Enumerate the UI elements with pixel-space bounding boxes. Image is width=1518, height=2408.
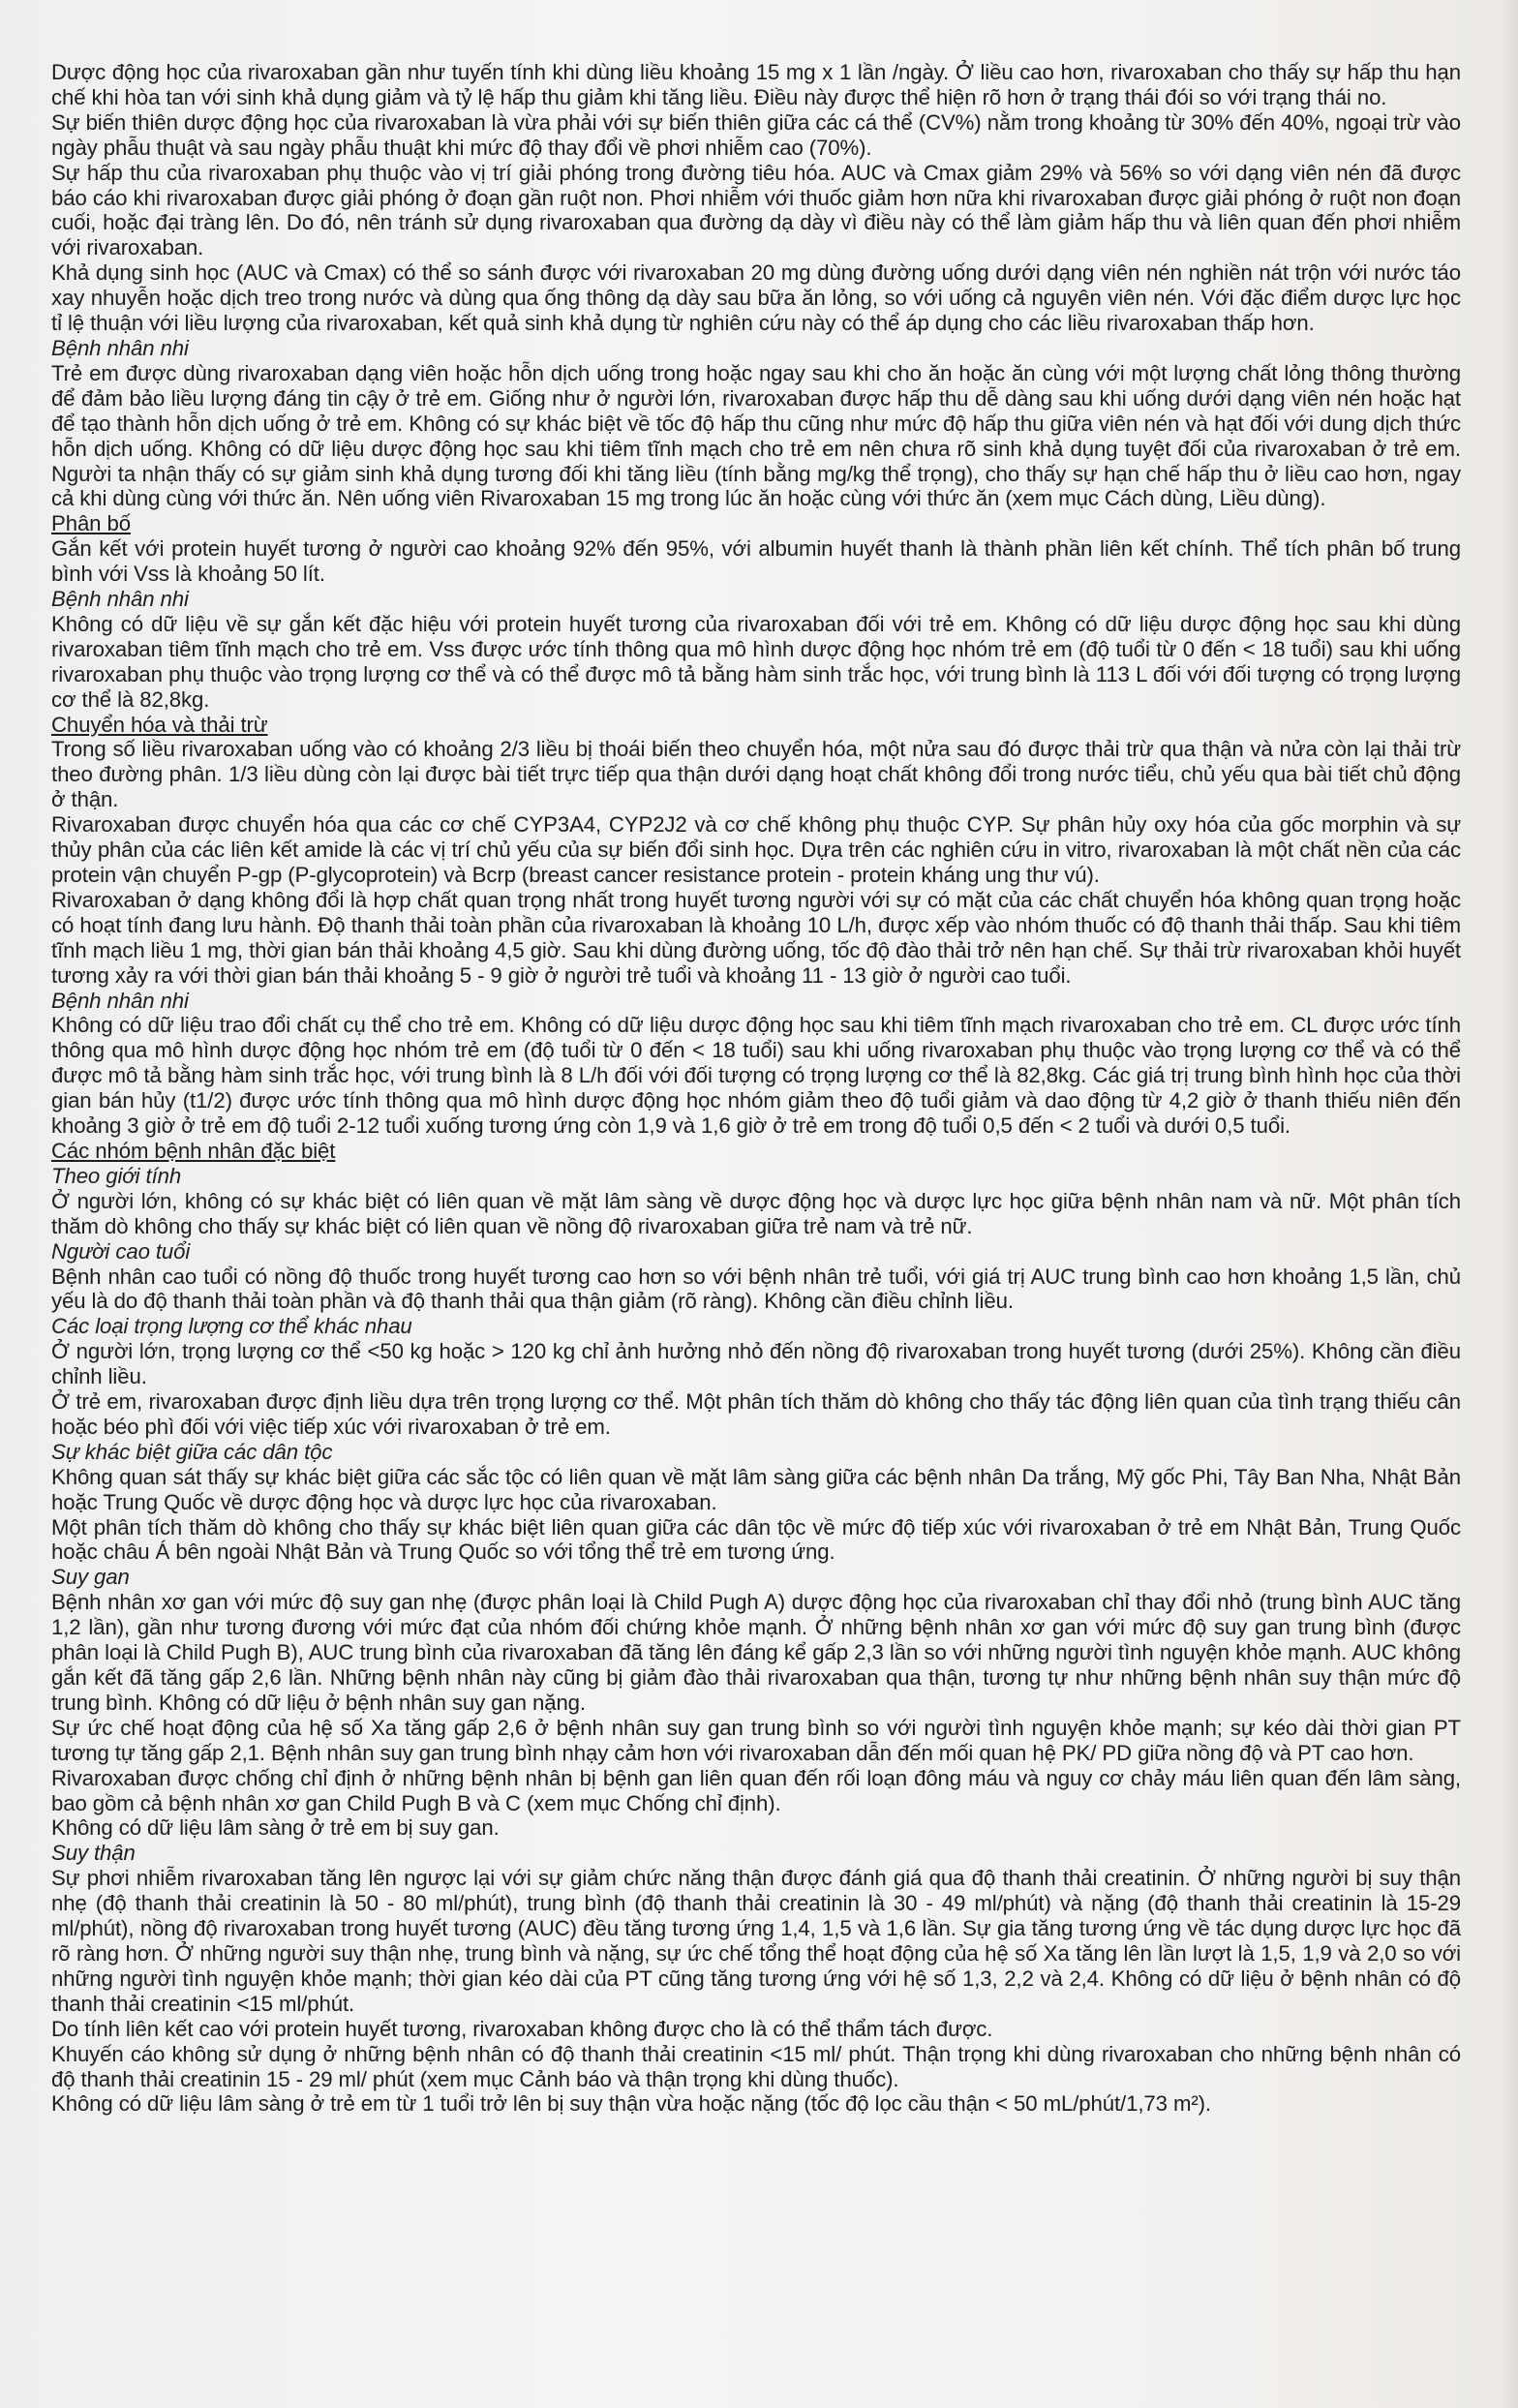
body-paragraph: Không có dữ liệu trao đổi chất cụ thể cho trẻ em. Không có dữ liệu dược động học sau khi tiêm tĩnh mạch rivaroxaban cho trẻ em. CL được ước tính thông qua mô hình dược động học nhóm trẻ em (độ tuổi từ 0 đến < 18 tuổi) sau khi uống rivaroxaban phụ thuộc vào trọng lượng cơ thể và có thể được mô tả bằng hàm sinh trắc học, với trung bình là 8 L/h đối với đối tượng có trọng lượng cơ thể là 82,8kg. Các giá trị trung bình hình học của thời gian bán hủy (t1/2) được ước tính thông qua mô hình dược động học nhóm giảm theo độ tuổi giảm và dao động từ 4,2 giờ ở thanh thiếu niên đến khoảng 3 giờ ở trẻ em độ tuổi 2-12 tuổi xuống tương ứng còn 1,9 và 1,6 giờ ở trẻ em trong độ tuổi 0,5 đến < 2 tuổi và dưới 0,5 tuổi.: [51, 1013, 1461, 1139]
body-paragraph: Ở người lớn, trọng lượng cơ thể <50 kg hoặc > 120 kg chỉ ảnh hưởng nhỏ đến nồng độ rivaroxaban trong huyết tương (dưới 25%). Không cần điều chỉnh liều.: [51, 1339, 1461, 1389]
section-subheading: Theo giới tính: [51, 1163, 182, 1188]
body-paragraph: Rivaroxaban được chuyển hóa qua các cơ chế CYP3A4, CYP2J2 và cơ chế không phụ thuộc CYP. Sự phân hủy oxy hóa của gốc morphin và sự thủy phân của các liên kết amide là các vị trí chủ yếu của sự biến đổi sinh học. Dựa trên các nghiên cứu in vitro, rivaroxaban là một chất nền của các protein vận chuyển P-gp (P-glycoprotein) và Bcrp (breast cancer resistance protein - protein kháng ung thư vú).: [51, 812, 1461, 887]
body-paragraph: Trong số liều rivaroxaban uống vào có khoảng 2/3 liều bị thoái biến theo chuyển hóa, một nửa sau đó được thải trừ qua thận và nửa còn lại thải trừ theo đường phân. 1/3 liều dùng còn lại được bài tiết trực tiếp qua thận dưới dạng hoạt chất không đổi trong nước tiểu, chủ yếu qua bài tiết chủ động ở thận.: [51, 737, 1461, 812]
section-heading: Phân bố: [51, 511, 131, 536]
body-paragraph: Khuyến cáo không sử dụng ở những bệnh nhân có độ thanh thải creatinin <15 ml/ phút. Thận trọng khi dùng rivaroxaban cho những bệnh nhân có độ thanh thải creatinin 15 - 29 ml/ phút (xem mục Cảnh báo và thận trọng khi dùng thuốc).: [51, 2041, 1461, 2091]
body-paragraph: Không quan sát thấy sự khác biệt giữa các sắc tộc có liên quan về mặt lâm sàng giữa các bệnh nhân Da trắng, Mỹ gốc Phi, Tây Ban Nha, Nhật Bản hoặc Trung Quốc về dược động học và dược lực học của rivaroxaban.: [51, 1464, 1461, 1514]
document-body: [51, 60, 1461, 2117]
section-heading: Các nhóm bệnh nhân đặc biệt: [51, 1138, 336, 1163]
section-subheading: Các loại trọng lượng cơ thể khác nhau: [51, 1314, 412, 1339]
body-paragraph: Bệnh nhân xơ gan với mức độ suy gan nhẹ (được phân loại là Child Pugh A) dược động học của rivaroxaban chỉ thay đổi nhỏ (trung bình AUC tăng 1,2 lần), gần như tương đương với mức đạt của nhóm đối chứng khỏe mạnh. Ở những bệnh nhân xơ gan với mức độ suy gan trung bình (được phân loại là Child Pugh B), AUC trung bình của rivaroxaban đã tăng lên đáng kể gấp 2,3 lần so với những người tình nguyện khỏe mạnh. AUC không gắn kết đã tăng gấp 2,6 lần. Những bệnh nhân này cũng bị giảm đào thải rivaroxaban qua thận, tương tự như những bệnh nhân suy thận mức độ trung bình. Không có dữ liệu ở bệnh nhân suy gan nặng.: [51, 1590, 1461, 1715]
body-paragraph: Sự hấp thu của rivaroxaban phụ thuộc vào vị trí giải phóng trong đường tiêu hóa. AUC và Cmax giảm 29% và 56% so với dạng viên nén đã được báo cáo khi rivaroxaban được giải phóng ở đoạn gần ruột non. Phơi nhiễm với thuốc giảm hơn nữa khi rivaroxaban được giải phóng ở ruột non đoạn cuối, hoặc đại tràng lên. Do đó, nên tránh sử dụng rivaroxaban qua đường dạ dày vì điều này có thể làm giảm hấp thu và liên quan đến phơi nhiễm với rivaroxaban.: [51, 160, 1461, 260]
section-subheading: Bệnh nhân nhi: [51, 587, 189, 612]
body-paragraph: Ở người lớn, không có sự khác biệt có liên quan về mặt lâm sàng về dược động học và dược lực học giữa bệnh nhân nam và nữ. Một phân tích thăm dò không cho thấy sự khác biệt có liên quan về nồng độ rivaroxaban giữa trẻ nam và trẻ nữ.: [51, 1188, 1461, 1238]
body-paragraph: Sự ức chế hoạt động của hệ số Xa tăng gấp 2,6 ở bệnh nhân suy gan trung bình so với người tình nguyện khỏe mạnh; sự kéo dài thời gian PT tương tự tăng gấp 2,1. Bệnh nhân suy gan trung bình nhạy cảm hơn với rivaroxaban dẫn đến mối quan hệ PK/ PD giữa nồng độ và PT cao hơn.: [51, 1715, 1461, 1765]
body-paragraph: Trẻ em được dùng rivaroxaban dạng viên hoặc hỗn dịch uống trong hoặc ngay sau khi cho ăn hoặc ăn cùng với một lượng chất lỏng thông thường để đảm bảo liều lượng đáng tin cậy ở trẻ em. Giống như ở người lớn, rivaroxaban được hấp thu dễ dàng sau khi uống dưới dạng viên nén hoặc hạt để tạo thành hỗn dịch uống ở trẻ em. Không có sự khác biệt về tốc độ hấp thu cũng như mức độ hấp thu giữa viên nén và hạt đối với dung dịch thức hỗn dịch uống. Không có dữ liệu dược động học sau khi tiêm tĩnh mạch cho trẻ em nên chưa rõ sinh khả dụng tuyệt đối của rivaroxaban ở trẻ em. Người ta nhận thấy có sự giảm sinh khả dụng tương đối khi tăng liều (tính bằng mg/kg thể trọng), cho thấy sự hạn chế hấp thu ở liều cao hơn, ngay cả khi dùng cùng với thức ăn. Nên uống viên Rivaroxaban 15 mg trong lúc ăn hoặc cùng với thức ăn (xem mục Cách dùng, Liều dùng).: [51, 360, 1461, 511]
page-fold-shadow: [1501, 0, 1518, 2408]
body-paragraph: Bệnh nhân cao tuổi có nồng độ thuốc trong huyết tương cao hơn so với bệnh nhân trẻ tuổi, với giá trị AUC trung bình cao hơn khoảng 1,5 lần, chủ yếu là do độ thanh thải toàn phần và độ thanh thải qua thận giảm (rõ ràng). Không cần điều chỉnh liều.: [51, 1264, 1461, 1314]
body-paragraph: Một phân tích thăm dò không cho thấy sự khác biệt liên quan giữa các dân tộc về mức độ tiếp xúc với rivaroxaban ở trẻ em Nhật Bản, Trung Quốc hoặc châu Á bên ngoài Nhật Bản và Trung Quốc so với tổng thể trẻ em tương ứng.: [51, 1514, 1461, 1565]
section-subheading: Bệnh nhân nhi: [51, 988, 189, 1013]
body-paragraph: Không có dữ liệu về sự gắn kết đặc hiệu với protein huyết tương của rivaroxaban đối với trẻ em. Không có dữ liệu dược động học sau khi dùng rivaroxaban tiêm tĩnh mạch cho trẻ em. Vss được ước tính thông qua mô hình dược động học nhóm trẻ em (độ tuổi từ 0 đến < 18 tuổi) sau khi uống rivaroxaban phụ thuộc vào trọng lượng cơ thể và có thể được mô tả bằng hàm sinh trắc học, với trung bình là 113 L đối với đối tượng có trọng lượng cơ thể là 82,8kg.: [51, 611, 1461, 712]
body-paragraph: Không có dữ liệu lâm sàng ở trẻ em từ 1 tuổi trở lên bị suy thận vừa hoặc nặng (tốc độ lọc cầu thận < 50 mL/phút/1,73 m²).: [51, 2091, 1211, 2117]
section-heading: Chuyển hóa và thải trừ: [51, 712, 268, 737]
section-subheading: Người cao tuổi: [51, 1238, 191, 1264]
body-paragraph: Ở trẻ em, rivaroxaban được định liều dựa trên trọng lượng cơ thể. Một phân tích thăm dò không cho thấy tác động liên quan của tình trạng thiếu cân hoặc béo phì đối với việc tiếp xúc với rivaroxaban ở trẻ em.: [51, 1389, 1461, 1439]
body-paragraph: Rivaroxaban được chống chỉ định ở những bệnh nhân bị bệnh gan liên quan đến rối loạn đông máu và nguy cơ chảy máu liên quan đến lâm sàng, bao gồm cả bệnh nhân xơ gan Child Pugh B và C (xem mục Chống chỉ định).: [51, 1765, 1461, 1815]
section-subheading: Sự khác biệt giữa các dân tộc: [51, 1439, 333, 1464]
body-paragraph: Sự phơi nhiễm rivaroxaban tăng lên ngược lại với sự giảm chức năng thận được đánh giá qua độ thanh thải creatinin. Ở những người bị suy thận nhẹ (độ thanh thải creatinin là 50 - 80 ml/phút), trung bình (độ thanh thải creatinin là 30 - 49 ml/phút) và nặng (độ thanh thải creatinin là 15-29 ml/phút), nồng độ rivaroxaban trong huyết tương (AUC) đều tăng tương ứng 1,4, 1,5 và 1,6 lần. Sự gia tăng tương ứng về tác dụng dược lực học đã rõ ràng hơn. Ở những người suy thận nhẹ, trung bình và nặng, sự ức chế tổng thể hoạt động của hệ số Xa tăng lên lần lượt là 1,5, 1,9 và 2,0 so với những người tình nguyện khỏe mạnh; thời gian kéo dài của PT cũng tăng tương ứng với hệ số 1,3, 2,2 và 2,4. Không có dữ liệu ở bệnh nhân có độ thanh thải creatinin <15 ml/phút.: [51, 1866, 1461, 2016]
body-paragraph: Khả dụng sinh học (AUC và Cmax) có thể so sánh được với rivaroxaban 20 mg dùng đường uống dưới dạng viên nén nghiền nát trộn với nước táo xay nhuyễn hoặc dịch treo trong nước và dùng qua ống thông dạ dày sau bữa ăn lỏng, so với uống cả nguyên viên nén. Với đặc điểm dược lực học tỉ lệ thuận với liều lượng của rivaroxaban, kết quả sinh khả dụng từ nghiên cứu này có thể áp dụng cho các liều rivaroxaban thấp hơn.: [51, 260, 1461, 336]
section-subheading: Suy thận: [51, 1841, 136, 1866]
body-paragraph: Dược động học của rivaroxaban gần như tuyến tính khi dùng liều khoảng 15 mg x 1 lần /ngày. Ở liều cao hơn, rivaroxaban cho thấy sự hấp thu hạn chế khi hòa tan với sinh khả dụng giảm và tỷ lệ hấp thu giảm khi tăng liều. Điều này được thể hiện rõ hơn ở trạng thái đói so với trạng thái no.: [51, 60, 1461, 109]
body-paragraph: Không có dữ liệu lâm sàng ở trẻ em bị suy gan.: [51, 1815, 500, 1841]
body-paragraph: Rivaroxaban ở dạng không đổi là hợp chất quan trọng nhất trong huyết tương người với sự có mặt của các chất chuyển hóa không quan trọng hoặc có hoạt tính đang lưu hành. Độ thanh thải toàn phần của rivaroxaban là khoảng 10 L/h, được xếp vào nhóm thuốc có độ thanh thải thấp. Sau khi tiêm tĩnh mạch liều 1 mg, thời gian bán thải khoảng 4,5 giờ. Sau khi dùng đường uống, tốc độ đào thải trở nên hạn chế. Sự thải trừ rivaroxaban khỏi huyết tương xảy ra với thời gian bán thải khoảng 5 - 9 giờ ở người trẻ tuổi và khoảng 11 - 13 giờ ở người cao tuổi.: [51, 887, 1461, 988]
section-subheading: Suy gan: [51, 1565, 130, 1590]
body-paragraph: Gắn kết với protein huyết tương ở người cao khoảng 92% đến 95%, với albumin huyết thanh là thành phần liên kết chính. Thể tích phân bố trung bình với Vss là khoảng 50 lít.: [51, 536, 1461, 587]
section-subheading: Bệnh nhân nhi: [51, 335, 189, 360]
body-paragraph: Sự biến thiên dược động học của rivaroxaban là vừa phải với sự biến thiên giữa các cá thể (CV%) nằm trong khoảng từ 30% đến 40%, ngoại trừ vào ngày phẫu thuật và sau ngày phẫu thuật khi mức độ thay đổi về phơi nhiễm cao (70%).: [51, 109, 1461, 160]
body-paragraph: Do tính liên kết cao với protein huyết tương, rivaroxaban không được cho là có thể thẩm tách được.: [51, 2016, 993, 2041]
